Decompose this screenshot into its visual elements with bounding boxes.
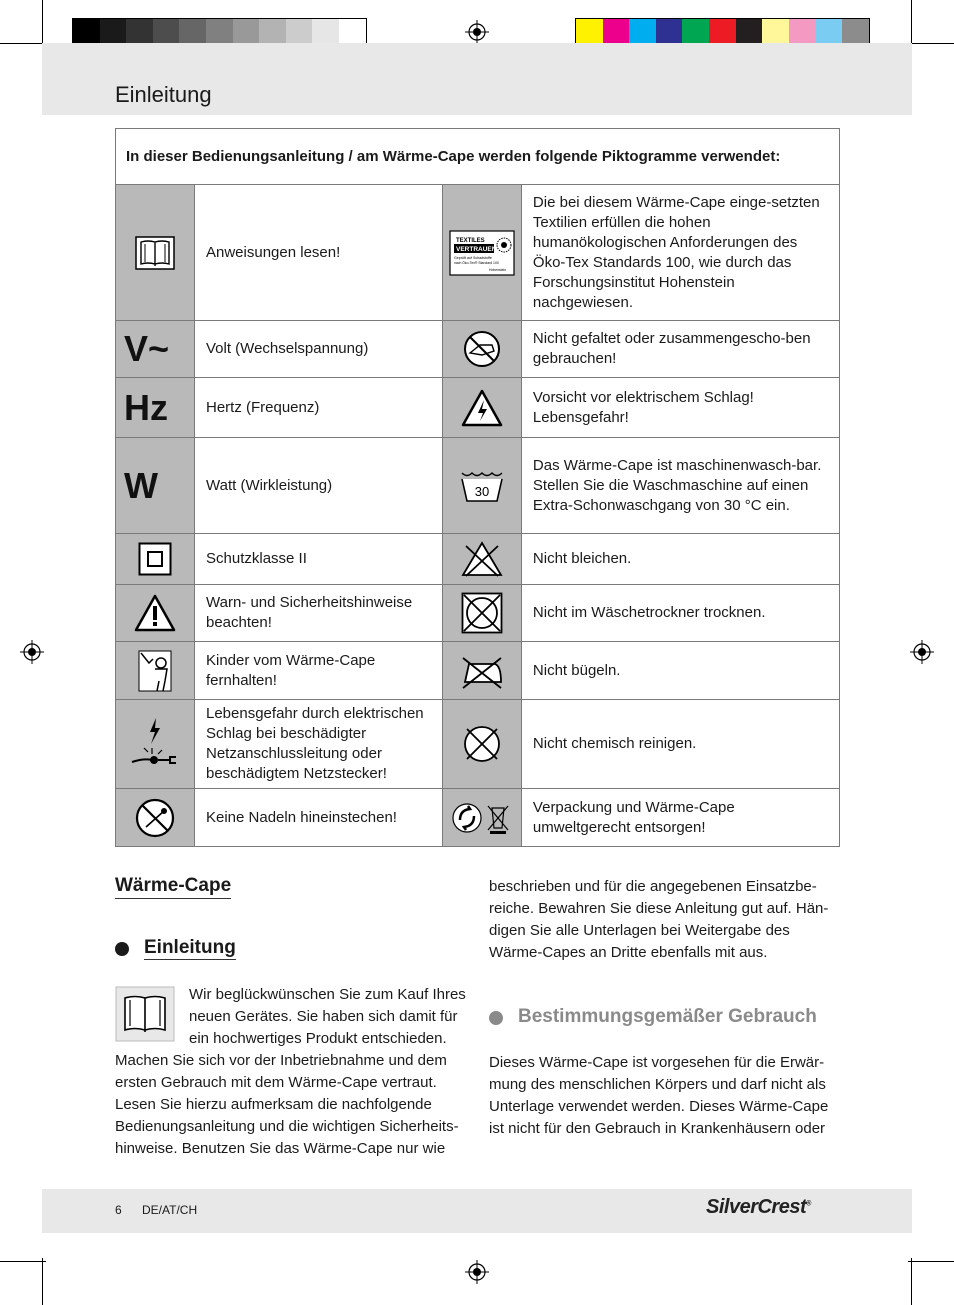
registration-mark-icon — [465, 1260, 489, 1284]
subsection-title: Bestimmungsgemäßer Gebrauch — [518, 1006, 817, 1027]
color-swatch — [339, 19, 366, 45]
color-swatch — [576, 19, 603, 45]
table-row — [116, 534, 840, 585]
color-swatch — [100, 19, 127, 45]
bullet-icon — [489, 1011, 503, 1025]
keep-away-children-icon — [116, 642, 195, 700]
table-cell: Keine Nadeln hineinstechen! — [195, 789, 443, 847]
page-title: Einleitung — [115, 82, 212, 107]
crop-mark — [911, 1258, 912, 1305]
registration-mark-icon — [465, 20, 489, 44]
color-swatch — [286, 19, 313, 45]
crop-mark — [42, 0, 43, 46]
table-cell: Kinder vom Wärme-Cape fernhalten! — [195, 642, 443, 700]
bullet-icon — [115, 942, 129, 956]
color-swatch — [629, 19, 656, 45]
table-cell: Volt (Wechselspannung) — [195, 321, 443, 378]
intro-paragraph: Wir beglückwünschen Sie zum Kauf Ihres neuen Gerätes. Sie haben sich damit für ein hochwertiges Produkt entschieden. Machen Sie sich vor der Inbetriebnahme und dem ersten Gebrauch mit dem Wärme-Cape vertraut. Lesen Sie hierzu aufmerksam die nachfolgende Bedienungsanleitung und die wichtigen Sicherheits-hinweise. Benutzen Sie das Wärme-Cape nur wie — [115, 986, 466, 1157]
no-tumble-dry-icon — [442, 585, 521, 642]
continued-paragraph: beschrieben und für die angegebenen Einsatzbe-reiche. Bewahren Sie diese Anleitung gut auf. Hän-digen Sie alle Unterlagen bei Weitergabe des Wärme-Capes an Dritte ebenfalls mit aus. — [489, 878, 829, 961]
crop-mark — [911, 0, 912, 46]
crop-mark — [42, 1258, 43, 1305]
table-row — [116, 185, 840, 321]
table-cell: Das Wärme-Cape ist maschinenwasch-bar. Stellen Sie die Waschmaschine auf einen Extra-Schonwaschgang von 30 °C ein. — [521, 438, 839, 534]
no-dry-clean-icon — [442, 700, 521, 789]
no-folded-use-icon — [442, 321, 521, 378]
color-swatch — [73, 19, 100, 45]
color-swatch — [126, 19, 153, 45]
table-cell: Nicht gefaltet oder zusammengescho-ben gebrauchen! — [521, 321, 839, 378]
table-row — [116, 378, 840, 438]
color-swatch — [233, 19, 260, 45]
grayscale-color-bar — [72, 18, 367, 46]
table-cell: Warn- und Sicherheitshinweise beachten! — [195, 585, 443, 642]
table-intro: In dieser Bedienungsanleitung / am Wärme-Cape werden folgende Piktogramme verwendet: — [116, 129, 840, 185]
book-icon — [116, 185, 195, 321]
table-cell: Nicht chemisch reinigen. — [521, 700, 839, 789]
color-swatch — [762, 19, 789, 45]
table-row — [116, 700, 840, 789]
oeko-tex-label-icon — [442, 185, 521, 321]
recycling-disposal-icon — [442, 789, 521, 847]
svg-text:30: 30 — [474, 483, 490, 499]
crop-mark — [0, 43, 46, 44]
no-iron-icon — [442, 642, 521, 700]
svg-text:TEXTILES: TEXTILES — [455, 237, 485, 244]
registration-mark-icon — [20, 640, 44, 664]
table-cell: Lebensgefahr durch elektrischen Schlag bei beschädigter Netzanschlussleitung oder beschädigtem Netzstecker! — [195, 700, 443, 789]
color-swatch — [709, 19, 736, 45]
color-swatch — [842, 19, 869, 45]
table-cell: Vorsicht vor elektrischem Schlag! Lebensgefahr! — [521, 378, 839, 438]
color-swatch — [153, 19, 180, 45]
page-number: 6 — [115, 1203, 122, 1217]
no-bleach-icon — [442, 534, 521, 585]
brand-logo: SilverCrest® — [706, 1196, 811, 1218]
subsection-heading — [115, 937, 467, 960]
watt-icon: W — [116, 438, 195, 534]
crop-mark — [908, 43, 954, 44]
pictogram-table — [115, 128, 840, 847]
process-color-bar — [575, 18, 870, 46]
book-icon — [115, 986, 175, 1042]
color-swatch — [259, 19, 286, 45]
volt-ac-icon: V~ — [116, 321, 195, 378]
table-cell: Schutzklasse II — [195, 534, 443, 585]
table-row — [116, 789, 840, 847]
table-cell: Anweisungen lesen! — [195, 185, 443, 321]
crop-mark — [908, 1261, 954, 1262]
right-column — [489, 876, 839, 1140]
electric-shock-warning-icon — [442, 378, 521, 438]
table-cell: Nicht bleichen. — [521, 534, 839, 585]
svg-text:nach Öko-Tex® Standard 100: nach Öko-Tex® Standard 100 — [453, 260, 499, 265]
table-cell: Nicht im Wäschetrockner trocknen. — [521, 585, 839, 642]
table-row — [116, 585, 840, 642]
section-title: Wärme-Cape — [115, 875, 231, 899]
table-row — [116, 321, 840, 378]
damaged-cable-icon — [116, 700, 195, 789]
color-swatch — [179, 19, 206, 45]
no-needles-icon — [116, 789, 195, 847]
svg-text:VERTRAUEN: VERTRAUEN — [455, 245, 497, 253]
crop-mark — [0, 1261, 46, 1262]
table-row — [116, 438, 840, 534]
table-cell: Verpackung und Wärme-Cape umweltgerecht entsorgen! — [521, 789, 839, 847]
usage-paragraph: Dieses Wärme-Cape ist vorgesehen für die Erwär-mung des menschlichen Körpers und darf nicht als Unterlage verwendet werden. Dieses Wärme-Cape ist nicht für den Gebrauch in Krankenhäusern oder — [489, 1054, 829, 1137]
color-swatch — [736, 19, 763, 45]
color-swatch — [656, 19, 683, 45]
color-swatch — [603, 19, 630, 45]
color-swatch — [682, 19, 709, 45]
color-swatch — [815, 19, 842, 45]
intro-paragraph-block — [115, 984, 467, 1160]
language-code: DE/AT/CH — [142, 1203, 198, 1217]
warning-triangle-icon — [116, 585, 195, 642]
hertz-icon: Hz — [116, 378, 195, 438]
left-column — [115, 875, 467, 1160]
color-swatch — [206, 19, 233, 45]
svg-text:Geprüft auf Schadstoffe: Geprüft auf Schadstoffe — [453, 255, 492, 260]
wash-30-icon — [442, 438, 521, 534]
protection-class-2-icon — [116, 534, 195, 585]
registration-mark-icon — [910, 640, 934, 664]
subsection-heading — [489, 1006, 839, 1028]
table-row — [116, 642, 840, 700]
table-cell: Nicht bügeln. — [521, 642, 839, 700]
table-cell: Watt (Wirkleistung) — [195, 438, 443, 534]
svg-text:Hohenstein: Hohenstein — [488, 267, 507, 272]
table-cell: Die bei diesem Wärme-Cape einge-setzten Textilien erfüllen die hohen humanökologischen Anforderungen des Öko-Tex Standards 100, wie durch das Forschungsinstitut Hohenstein nachgewiesen. — [521, 185, 839, 321]
subsection-title: Einleitung — [144, 937, 236, 958]
color-swatch — [312, 19, 339, 45]
color-swatch — [789, 19, 816, 45]
table-cell: Hertz (Frequenz) — [195, 378, 443, 438]
